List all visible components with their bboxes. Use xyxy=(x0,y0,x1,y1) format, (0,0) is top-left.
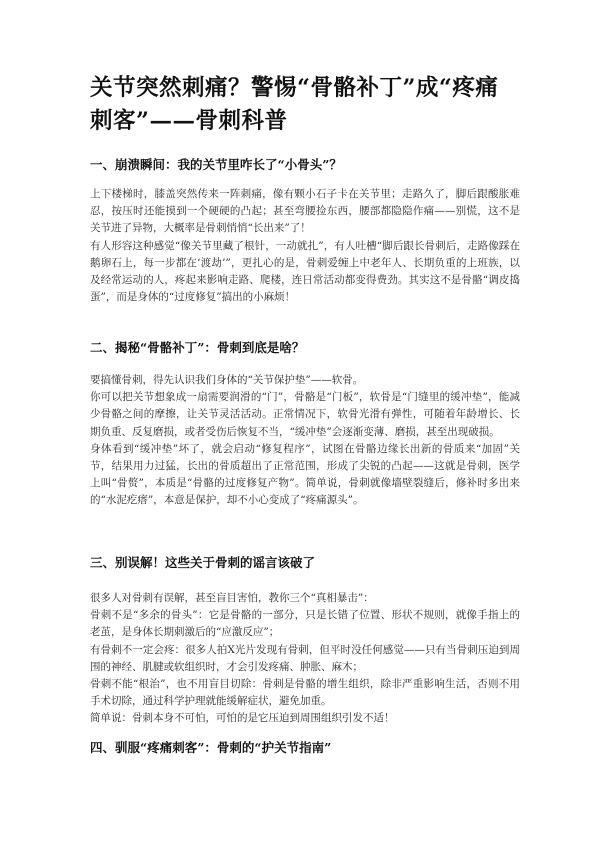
paragraph: 上下楼梯时，膝盖突然传来一阵刺痛，像有颗小石子卡在关节里；走路久了，脚后跟酸胀难忍，按压时还能摸到一个硬硬的凸起；甚至弯腰捡东西，腰部都隐隐作痛——别慌，这不是关节进了异物，大概率是骨刺悄悄“长出来”了！ xyxy=(90,188,520,235)
paragraph: 骨刺不是“多余的骨头”：它是骨骼的一部分，只是长错了位置、形状不规则，就像手指上的老茧，是身体长期刺激后的“应激反应”； xyxy=(90,609,520,639)
paragraph: 有人形容这种感觉“像关节里藏了根针，一动就扎”，有人吐槽“脚后跟长骨刺后，走路像踩在鹅卵石上，每一步都在‘渡劫’”，更扎心的是，骨刺爱缠上中老年人、长期负重的上班族，以及经常运动的人，疼起来影响走路、爬楼，连日常活动都变得费劲。其实这不是骨骼“调皮捣蛋”，而是身体的“过度修复”搞出的小麻烦！ xyxy=(90,239,520,304)
paragraph: 你可以把关节想象成一扇需要润滑的“门”，骨骼是“门板”，软骨是“门缝里的缓冲垫”，能减少骨骼之间的摩擦，让关节灵活活动。正常情况下，软骨光滑有弹性，可随着年龄增长、长期负重、反复磨损，或者受伤后恢复不当，“缓冲垫”会逐渐变薄、磨损，甚至出现破损。 xyxy=(90,391,520,438)
paragraph: 要搞懂骨刺，得先认识我们身体的“关节保护垫”——软骨。 xyxy=(90,374,364,386)
page-title: 关节突然刺痛？警惕“骨骼补丁”成“疼痛刺客”——骨刺科普 xyxy=(90,75,499,134)
section-2-body xyxy=(90,372,520,510)
paragraph: 很多人对骨刺有误解，甚至盲目害怕，教你三个“真相暴击”： xyxy=(90,592,374,604)
paragraph: 有骨刺不一定会疼：很多人拍X光片发现有骨刺，但平时没任何感觉——只有当骨刺压迫到周围的神经、肌腱或软组织时，才会引发疼痛、肿胀、麻木； xyxy=(90,643,520,673)
paragraph: 简单说：骨刺本身不可怕，可怕的是它压迫到周围组织引发不适！ xyxy=(90,712,395,725)
section-1-heading: 一、崩溃瞬间：我的关节里咋长了“小骨头”？ xyxy=(90,157,342,172)
section-3-body xyxy=(90,590,520,728)
section-1-body xyxy=(90,186,520,306)
section-3-heading: 三、别误解！这些关于骨刺的谣言该破了 xyxy=(90,555,316,570)
paragraph: 身体看到“缓冲垫”坏了，就会启动“修复程序”，试图在骨骼边缘长出新的骨质来“加固”关节，结果用力过猛，长出的骨质超出了正常范围，形成了尖锐的凸起——这就是骨刺，医学上叫“骨赘”，本质是“骨骼的过度修复产物”。简单说，骨刺就像墙壁裂缝后，修补时多出来的“水泥疙瘩”，本意是保护，却不小心变成了“疼痛源头”。 xyxy=(90,442,520,507)
section-4-heading: 四、驯服“疼痛刺客”：骨刺的“护关节指南” xyxy=(90,740,332,755)
section-2-heading: 二、揭秘“骨骼补丁”：骨刺到底是啥？ xyxy=(90,340,305,355)
paragraph: 骨刺不能“根治”，也不用盲目切除：骨刺是骨骼的增生组织，除非严重影响生活，否则不用手术切除，通过科学护理就能缓解症状，避免加重。 xyxy=(90,678,520,708)
